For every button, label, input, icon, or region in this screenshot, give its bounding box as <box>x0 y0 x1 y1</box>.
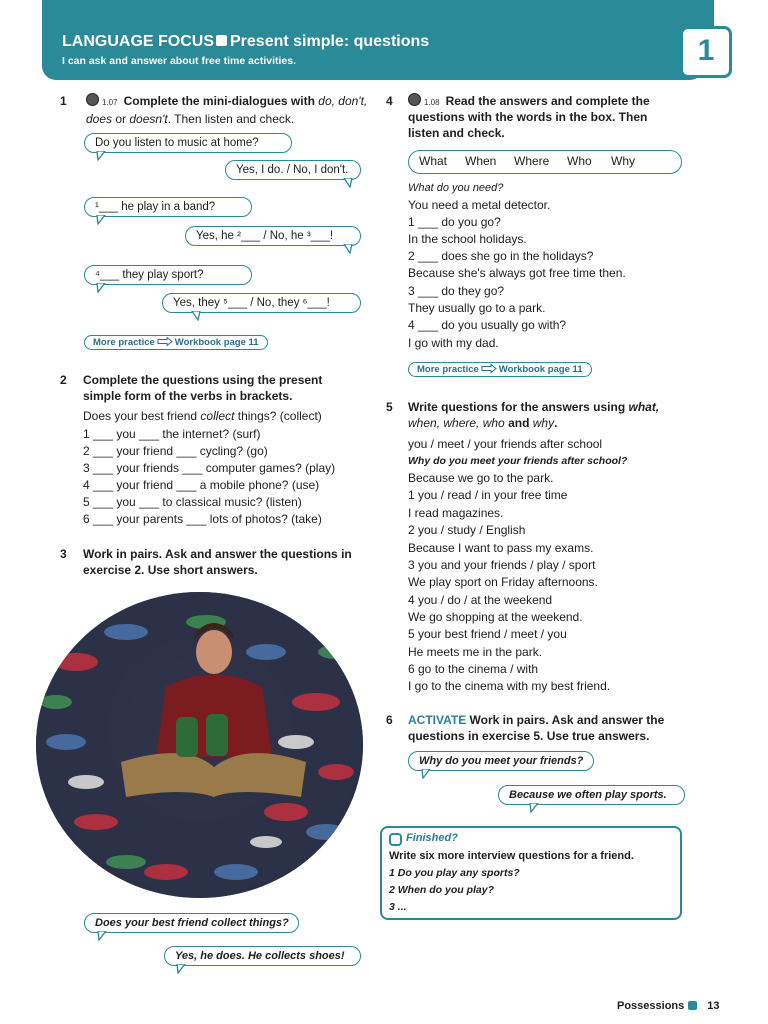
activate-label: ACTIVATE <box>408 713 467 727</box>
ex4-number: 4 <box>386 94 393 108</box>
ex5-line: 1 you / read / in your free time <box>408 488 568 502</box>
bubble-tail-icon <box>95 151 107 161</box>
ex2-item: 3 ___ your friends ___ computer games? (play) <box>83 461 336 475</box>
photo-boy-with-shoes <box>36 592 363 898</box>
ex2-example <box>83 408 322 425</box>
more-practice-link-1[interactable] <box>84 335 268 350</box>
finished-item: 2 When do you play? <box>389 884 495 896</box>
checkbox-icon <box>389 833 402 846</box>
ex2-item: 2 ___ your friend ___ cycling? (go) <box>83 444 268 458</box>
ex2-ex-c: things? (collect) <box>234 409 322 423</box>
ex4-instruction-3: listen and check. <box>408 126 505 140</box>
ex5-line: He meets me in the park. <box>408 645 543 659</box>
ex5-number: 5 <box>386 400 393 414</box>
ex3-bubble-a: Yes, he does. He collects shoes! <box>164 946 361 966</box>
ex4-line: 4 ___ do you usually go with? <box>408 318 567 332</box>
ex6-instruction-1 <box>408 712 664 728</box>
ex5-line: 3 you and your friends / play / sport <box>408 558 596 572</box>
workbook-label: Workbook page 11 <box>174 337 259 348</box>
word-who: Who <box>567 154 592 168</box>
bubble-tail-icon <box>95 215 107 225</box>
ex5-line: 6 go to the cinema / with <box>408 662 539 676</box>
ex6-instruction-2: questions in exercise 5. Use true answers. <box>408 729 650 743</box>
ex4-line: In the school holidays. <box>408 232 527 246</box>
finished-item: 1 Do you play any sports? <box>389 867 520 879</box>
track-number: 1.07 <box>102 98 118 107</box>
ex4-instruction-2: questions with the words in the box. Then <box>408 110 648 124</box>
more-practice-link-2[interactable] <box>408 362 592 377</box>
ex4-example-a: You need a metal detector. <box>408 198 551 212</box>
ex3-bubble-q: Does your best friend collect things? <box>84 913 299 933</box>
ex4-example-q: What do you need? <box>408 182 504 194</box>
ex2-instruction-2: simple form of the verbs in brackets. <box>83 389 293 403</box>
ex2-item: 4 ___ your friend ___ a mobile phone? (use) <box>83 478 320 492</box>
page-number: 13 <box>707 1000 720 1012</box>
word-what: What <box>419 154 448 168</box>
more-practice-label: More practice <box>417 364 479 375</box>
ex5-example-q: Why do you meet your friends after school? <box>408 455 628 467</box>
page-title <box>62 33 429 51</box>
ex6-bubble-a: Because we often play sports. <box>498 785 685 805</box>
word-why: Why <box>611 154 635 168</box>
ex5-instr-dot: . <box>554 416 558 430</box>
ex4-line: 3 ___ do they go? <box>408 284 505 298</box>
ex1-bubble-a3: Yes, they ⁵___ / No, they ⁶___! <box>162 293 361 313</box>
audio-cd-icon[interactable] <box>86 93 99 106</box>
unit-number-badge: 1 <box>680 26 732 78</box>
word-box <box>408 150 682 174</box>
bubble-tail-icon <box>175 964 187 974</box>
finished-instruction: Write six more interview questions for a friend. <box>389 850 634 862</box>
ex6-instr-1: Work in pairs. Ask and answer the <box>466 713 665 727</box>
square-bullet-icon <box>216 35 227 46</box>
ex5-instruction-2 <box>408 415 557 431</box>
ex5-line: I go to the cinema with my best friend. <box>408 679 611 693</box>
ex2-ex-b: collect <box>200 409 235 423</box>
bubble-tail-icon <box>190 311 202 321</box>
ex5-instr-what: what, <box>628 400 660 414</box>
ex2-ex-a: Does your best friend <box>83 409 201 423</box>
ex5-example-prompt: you / meet / your friends after school <box>408 437 603 451</box>
ex1-bubble-q2: ¹___ he play in a band? <box>84 197 252 217</box>
ex2-item: 6 ___ your parents ___ lots of photos? (take) <box>83 512 322 526</box>
workbook-label: Workbook page 11 <box>498 364 583 375</box>
word-when: When <box>465 154 497 168</box>
ex1-instr-b: . Then listen and check. <box>167 112 295 126</box>
ex1-number: 1 <box>60 94 67 108</box>
ex6-number: 6 <box>386 713 393 727</box>
ex1-instr-a: Complete the mini-dialogues with <box>123 94 319 108</box>
bubble-tail-icon <box>342 178 354 188</box>
title-text: Present simple: questions <box>230 33 430 50</box>
ex4-line: They usually go to a park. <box>408 301 546 315</box>
ex1-instr-words: do, don't, does <box>86 94 368 126</box>
ex5-instr-a: Write questions for the answers using <box>408 400 629 414</box>
ex4-line: Because she's always got free time then. <box>408 266 626 280</box>
ex4-line: 2 ___ does she go in the holidays? <box>408 249 594 263</box>
ex2-instruction-1: Complete the questions using the present <box>83 373 323 387</box>
bubble-tail-icon <box>420 769 432 779</box>
ex4-instr-1: Read the answers and complete the <box>445 94 650 108</box>
bubble-tail-icon <box>96 931 108 941</box>
more-practice-label: More practice <box>93 337 155 348</box>
footer-section: Possessions <box>617 1000 685 1012</box>
bubble-tail-icon <box>342 244 354 254</box>
ex2-item: 5 ___ you ___ to classical music? (listen) <box>83 495 302 509</box>
ex1-instruction <box>86 93 376 127</box>
ex5-line: Because I want to pass my exams. <box>408 541 594 555</box>
ex1-bubble-a2: Yes, he ²___ / No, he ³___! <box>185 226 361 246</box>
page-footer <box>617 1000 720 1012</box>
ex5-instruction-1 <box>408 399 659 415</box>
ex5-line: 4 you / do / at the weekend <box>408 593 553 607</box>
ex2-number: 2 <box>60 373 67 387</box>
ex1-bubble-q1: Do you listen to music at home? <box>84 133 292 153</box>
focus-label: LANGUAGE FOCUS <box>62 33 214 50</box>
bubble-tail-icon <box>95 283 107 293</box>
ex1-bubble-a1: Yes, I do. / No, I don't. <box>225 160 361 180</box>
ex5-line: We play sport on Friday afternoons. <box>408 575 598 589</box>
ex3-instruction-1: Work in pairs. Ask and answer the questions in <box>83 547 352 561</box>
ex3-instruction-2: exercise 2. Use short answers. <box>83 563 258 577</box>
ex1-instr-doesnt: doesn't <box>129 112 168 126</box>
ex3-number: 3 <box>60 547 67 561</box>
ex5-example-a: Because we go to the park. <box>408 471 554 485</box>
ex5-instr-b: when, where, who <box>408 416 505 430</box>
finished-title: Finished? <box>406 832 458 844</box>
ex1-bubble-q3: ⁴___ they play sport? <box>84 265 252 285</box>
word-where: Where <box>514 154 550 168</box>
ex5-line: 5 your best friend / meet / you <box>408 627 567 641</box>
ex4-line: 1 ___ do you go? <box>408 215 501 229</box>
ex5-instr-and: and <box>504 416 533 430</box>
ex1-instr-or: or <box>112 112 130 126</box>
arrow-right-icon <box>481 364 497 373</box>
shoe-collection-image <box>36 592 363 898</box>
audio-cd-icon[interactable] <box>408 93 421 106</box>
ex5-line: 2 you / study / English <box>408 523 526 537</box>
bubble-tail-icon <box>528 803 540 813</box>
ex4-line: I go with my dad. <box>408 336 499 350</box>
ex5-instr-why: why <box>532 416 555 430</box>
finished-item: 3 ... <box>389 901 407 913</box>
ex5-line: I read magazines. <box>408 506 504 520</box>
arrow-right-icon <box>157 337 173 346</box>
page-subtitle: I can ask and answer about free time activities. <box>62 55 297 67</box>
ex6-bubble-q: Why do you meet your friends? <box>408 751 594 771</box>
ex2-item: 1 ___ you ___ the internet? (surf) <box>83 427 261 441</box>
ex5-line: We go shopping at the weekend. <box>408 610 583 624</box>
square-bullet-icon <box>688 1001 697 1010</box>
track-number: 1.08 <box>424 98 440 107</box>
